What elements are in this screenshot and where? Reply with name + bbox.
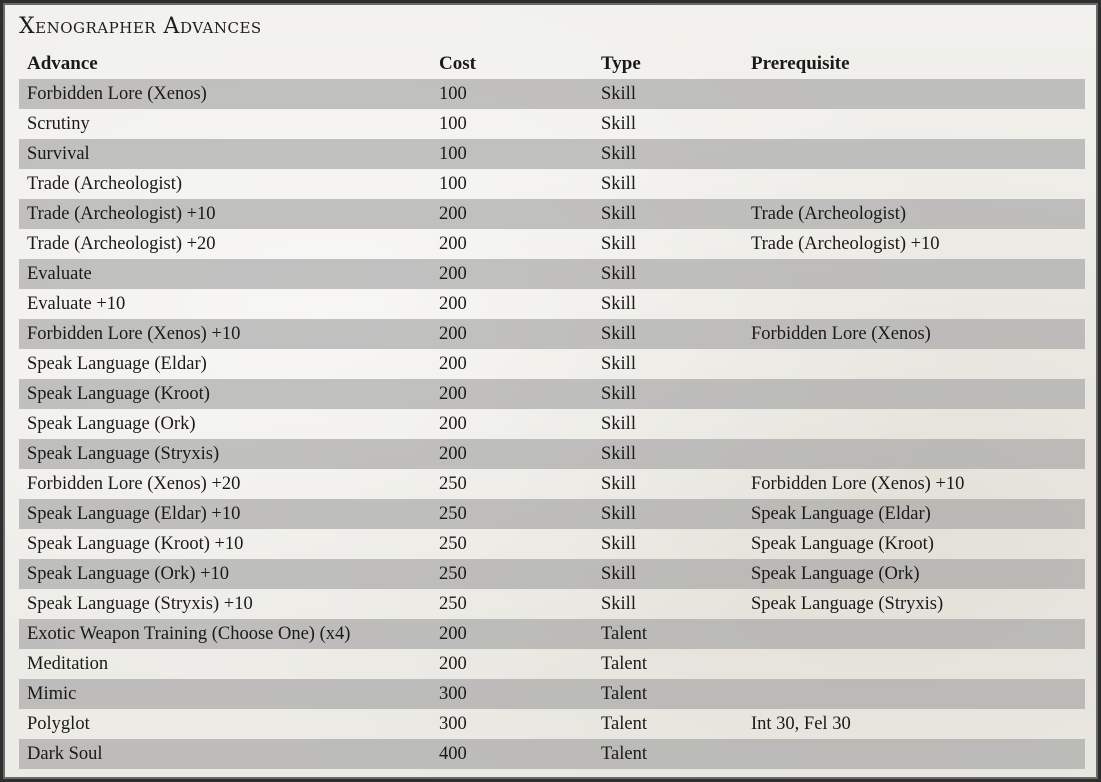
cell-type: Skill [601,564,636,584]
cell-cost: 200 [439,234,467,254]
header-prerequisite: Prerequisite [751,53,850,74]
table-row [19,559,1085,589]
cell-advance: Speak Language (Eldar) [27,354,207,374]
cell-type: Talent [601,744,647,764]
table-row [19,379,1085,409]
cell-type: Skill [601,114,636,134]
table-row [19,109,1085,139]
advances-table [19,49,1085,769]
cell-type: Skill [601,384,636,404]
table-row [19,739,1085,769]
cell-cost: 300 [439,684,467,704]
cell-prerequisite: Speak Language (Eldar) [751,504,931,524]
table-row [19,529,1085,559]
cell-prerequisite: Forbidden Lore (Xenos) +10 [751,474,965,494]
cell-prerequisite: Speak Language (Ork) [751,564,920,584]
header-cost: Cost [439,53,476,74]
cell-advance: Forbidden Lore (Xenos) +20 [27,474,241,494]
cell-cost: 200 [439,294,467,314]
cell-type: Skill [601,174,636,194]
cell-advance: Survival [27,144,90,164]
cell-advance: Polyglot [27,714,90,734]
table-row [19,199,1085,229]
header-advance: Advance [27,53,98,74]
table-header-row [19,49,1085,79]
cell-cost: 250 [439,594,467,614]
cell-advance: Evaluate [27,264,92,284]
table-row [19,619,1085,649]
cell-advance: Speak Language (Ork) [27,414,196,434]
cell-prerequisite: Speak Language (Kroot) [751,534,934,554]
cell-advance: Forbidden Lore (Xenos) +10 [27,324,241,344]
cell-advance: Speak Language (Kroot) +10 [27,534,244,554]
cell-cost: 100 [439,174,467,194]
cell-advance: Trade (Archeologist) [27,174,182,194]
cell-type: Skill [601,504,636,524]
cell-type: Skill [601,204,636,224]
cell-advance: Trade (Archeologist) +20 [27,234,216,254]
table-row [19,499,1085,529]
cell-cost: 200 [439,414,467,434]
cell-type: Skill [601,354,636,374]
cell-advance: Evaluate +10 [27,294,126,314]
cell-prerequisite: Forbidden Lore (Xenos) [751,324,931,344]
table-row [19,709,1085,739]
cell-advance: Speak Language (Stryxis) [27,444,220,464]
table-row [19,409,1085,439]
cell-advance: Speak Language (Kroot) [27,384,210,404]
cell-type: Skill [601,234,636,254]
cell-type: Talent [601,714,647,734]
cell-advance: Trade (Archeologist) +10 [27,204,216,224]
table-row [19,79,1085,109]
cell-cost: 200 [439,264,467,284]
cell-prerequisite: Speak Language (Stryxis) [751,594,944,614]
cell-advance: Exotic Weapon Training (Choose One) (x4) [27,624,351,644]
cell-cost: 250 [439,474,467,494]
cell-prerequisite: Trade (Archeologist) +10 [751,234,940,254]
cell-advance: Mimic [27,684,77,704]
cell-cost: 100 [439,84,467,104]
table-row [19,229,1085,259]
cell-cost: 250 [439,534,467,554]
cell-cost: 200 [439,654,467,674]
cell-type: Skill [601,144,636,164]
table-row [19,589,1085,619]
cell-type: Skill [601,294,636,314]
cell-type: Talent [601,654,647,674]
cell-advance: Scrutiny [27,114,90,134]
cell-cost: 200 [439,354,467,374]
table-row [19,169,1085,199]
cell-type: Skill [601,474,636,494]
cell-cost: 200 [439,324,467,344]
cell-cost: 400 [439,744,467,764]
cell-cost: 200 [439,204,467,224]
cell-advance: Dark Soul [27,744,103,764]
cell-cost: 200 [439,444,467,464]
table-row [19,649,1085,679]
cell-advance: Speak Language (Eldar) +10 [27,504,241,524]
cell-type: Skill [601,444,636,464]
cell-type: Talent [601,684,647,704]
cell-cost: 250 [439,504,467,524]
table-row [19,259,1085,289]
header-type: Type [601,53,641,74]
table-row [19,319,1085,349]
cell-type: Talent [601,624,647,644]
cell-advance: Speak Language (Ork) +10 [27,564,230,584]
page-title: Xenographer Advances [19,14,262,39]
table-row [19,349,1085,379]
cell-cost: 300 [439,714,467,734]
cell-cost: 200 [439,624,467,644]
cell-type: Skill [601,324,636,344]
cell-type: Skill [601,264,636,284]
table-row [19,139,1085,169]
table-row [19,439,1085,469]
cell-advance: Forbidden Lore (Xenos) [27,84,207,104]
table-row [19,469,1085,499]
cell-cost: 200 [439,384,467,404]
cell-advance: Meditation [27,654,109,674]
cell-cost: 100 [439,144,467,164]
table-row [19,679,1085,709]
cell-type: Skill [601,84,636,104]
cell-advance: Speak Language (Stryxis) +10 [27,594,253,614]
cell-type: Skill [601,594,636,614]
cell-type: Skill [601,414,636,434]
cell-type: Skill [601,534,636,554]
cell-prerequisite: Int 30, Fel 30 [751,714,851,734]
table-row [19,289,1085,319]
cell-cost: 100 [439,114,467,134]
cell-cost: 250 [439,564,467,584]
cell-prerequisite: Trade (Archeologist) [751,204,906,224]
